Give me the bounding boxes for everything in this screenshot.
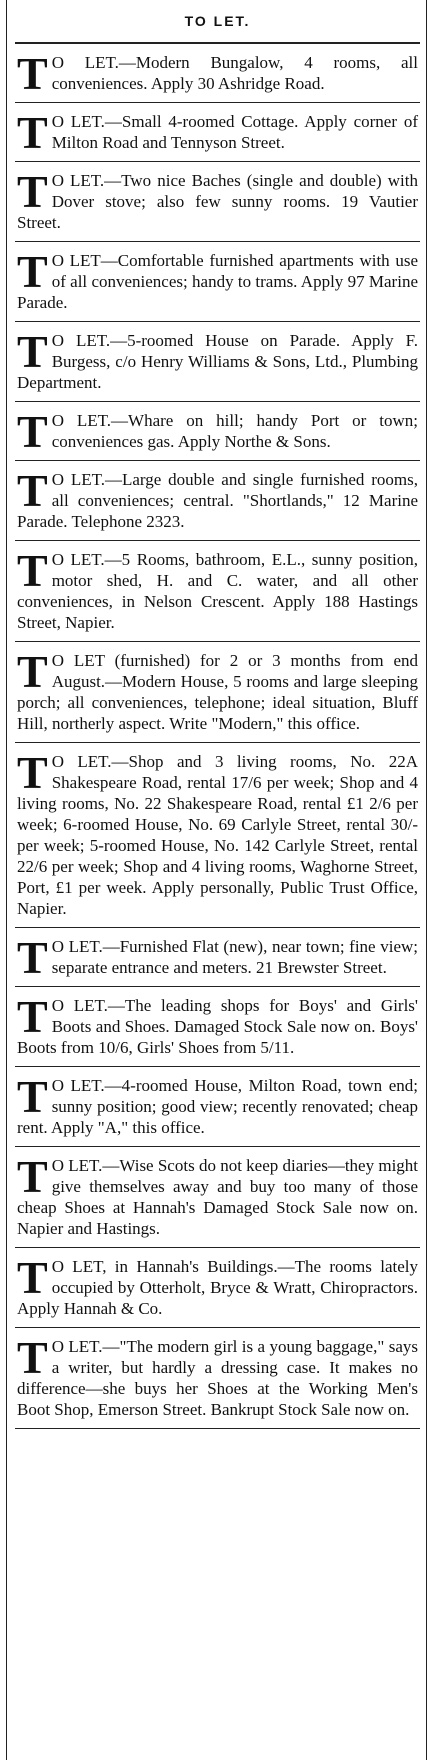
drop-cap: T: [17, 646, 48, 697]
ad-11: [15, 928, 420, 987]
drop-cap: T: [17, 48, 48, 99]
ad-text: O LET.—Large double and single furnished rooms, all conveniences; central. "Shortlands," 12 Marine Parade. Telephone 2323.: [17, 470, 418, 531]
drop-cap: T: [17, 932, 48, 983]
drop-cap: T: [17, 166, 48, 217]
ad-14: [15, 1147, 420, 1248]
ad-text: O LET.—5-roomed House on Parade. Apply F. Burgess, c/o Henry Williams & Sons, Ltd., Plumbing Department.: [17, 331, 418, 392]
ad-15: [15, 1248, 420, 1328]
ad-text: O LET.—4-roomed House, Milton Road, town end; sunny position; good view; recently renovated; cheap rent. Apply "A," this office.: [17, 1076, 418, 1137]
drop-cap: T: [17, 465, 48, 516]
drop-cap: T: [17, 1332, 48, 1383]
ad-8: [15, 541, 420, 642]
drop-cap: T: [17, 1151, 48, 1202]
ad-16: [15, 1328, 420, 1429]
ad-7: [15, 461, 420, 541]
ad-6: [15, 402, 420, 461]
drop-cap: T: [17, 406, 48, 457]
ad-text: O LET.—Whare on hill; handy Port or town; conveniences gas. Apply Northe & Sons.: [51, 411, 418, 451]
classified-column: [6, 0, 427, 1760]
ad-4: [15, 242, 420, 322]
ad-text: O LET (furnished) for 2 or 3 months from end August.—Modern House, 5 rooms and large sleeping porch; all conveniences, telephone; ideal situation, Bluff Hill, northerly aspect. Write "Modern," this office.: [17, 651, 418, 733]
ad-text: O LET.—Furnished Flat (new), near town; fine view; separate entrance and meters. 21 Brewster Street.: [51, 937, 418, 977]
drop-cap: T: [17, 1071, 48, 1122]
ad-text: O LET.—Small 4-roomed Cottage. Apply corner of Milton Road and Tennyson Street.: [51, 112, 418, 152]
drop-cap: T: [17, 326, 48, 377]
ad-text: O LET.—"The modern girl is a young baggage," says a writer, but hardly a dressing case. It makes no difference—she buys her Shoes at the Working Men's Boot Shop, Emerson Street. Bankrupt Stock Sale now on.: [17, 1337, 418, 1419]
ad-1: [15, 44, 420, 103]
ad-3: [15, 162, 420, 242]
drop-cap: T: [17, 1252, 48, 1303]
ad-text: O LET.—5 Rooms, bathroom, E.L., sunny position, motor shed, H. and C. water, and all other conveniences, in Nelson Crescent. Apply 188 Hastings Street, Napier.: [17, 550, 418, 632]
ad-text: O LET—Comfortable furnished apartments with use of all conveniences; handy to trams. Apply 97 Marine Parade.: [17, 251, 418, 312]
ad-9: [15, 642, 420, 743]
drop-cap: T: [17, 747, 48, 798]
ad-text: O LET, in Hannah's Buildings.—The rooms lately occupied by Otterholt, Bryce & Wratt, Chiropractors. Apply Hannah & Co.: [17, 1257, 418, 1318]
ad-13: [15, 1067, 420, 1147]
ad-text: O LET.—Modern Bungalow, 4 rooms, all conveniences. Apply 30 Ashridge Road.: [51, 53, 418, 93]
ad-text: O LET.—Shop and 3 living rooms, No. 22A Shakespeare Road, rental 17/6 per week; Shop and 4 living rooms, No. 22 Shakespeare Road, rental £1 2/6 per week; 6-roomed House, No. 69 Carlyle Street, rental 30/- per week; 5-roomed House, No. 142 Carlyle Street, rental 22/6 per week; Shop and 4 living rooms, Waghorne Street, Port, £1 per week. Apply personally, Public Trust Office, Napier.: [17, 752, 418, 918]
drop-cap: T: [17, 545, 48, 596]
drop-cap: T: [17, 107, 48, 158]
ad-text: O LET.—Two nice Baches (single and double) with Dover stove; also few sunny rooms. 19 Vautier Street.: [17, 171, 418, 232]
ad-text: O LET.—The leading shops for Boys' and Girls' Boots and Shoes. Damaged Stock Sale now on. Boys' Boots from 10/6, Girls' Shoes from 5/11.: [17, 996, 418, 1057]
ad-text: O LET.—Wise Scots do not keep diaries—they might give themselves away and buy too many of those cheap Shoes at Hannah's Damaged Stock Sale now on. Napier and Hastings.: [17, 1156, 419, 1238]
ad-12: [15, 987, 420, 1067]
ad-5: [15, 322, 420, 402]
ad-2: [15, 103, 420, 162]
drop-cap: T: [17, 991, 48, 1042]
column-heading: TO LET.: [15, 0, 420, 44]
drop-cap: T: [17, 246, 48, 297]
ad-10: [15, 743, 420, 928]
